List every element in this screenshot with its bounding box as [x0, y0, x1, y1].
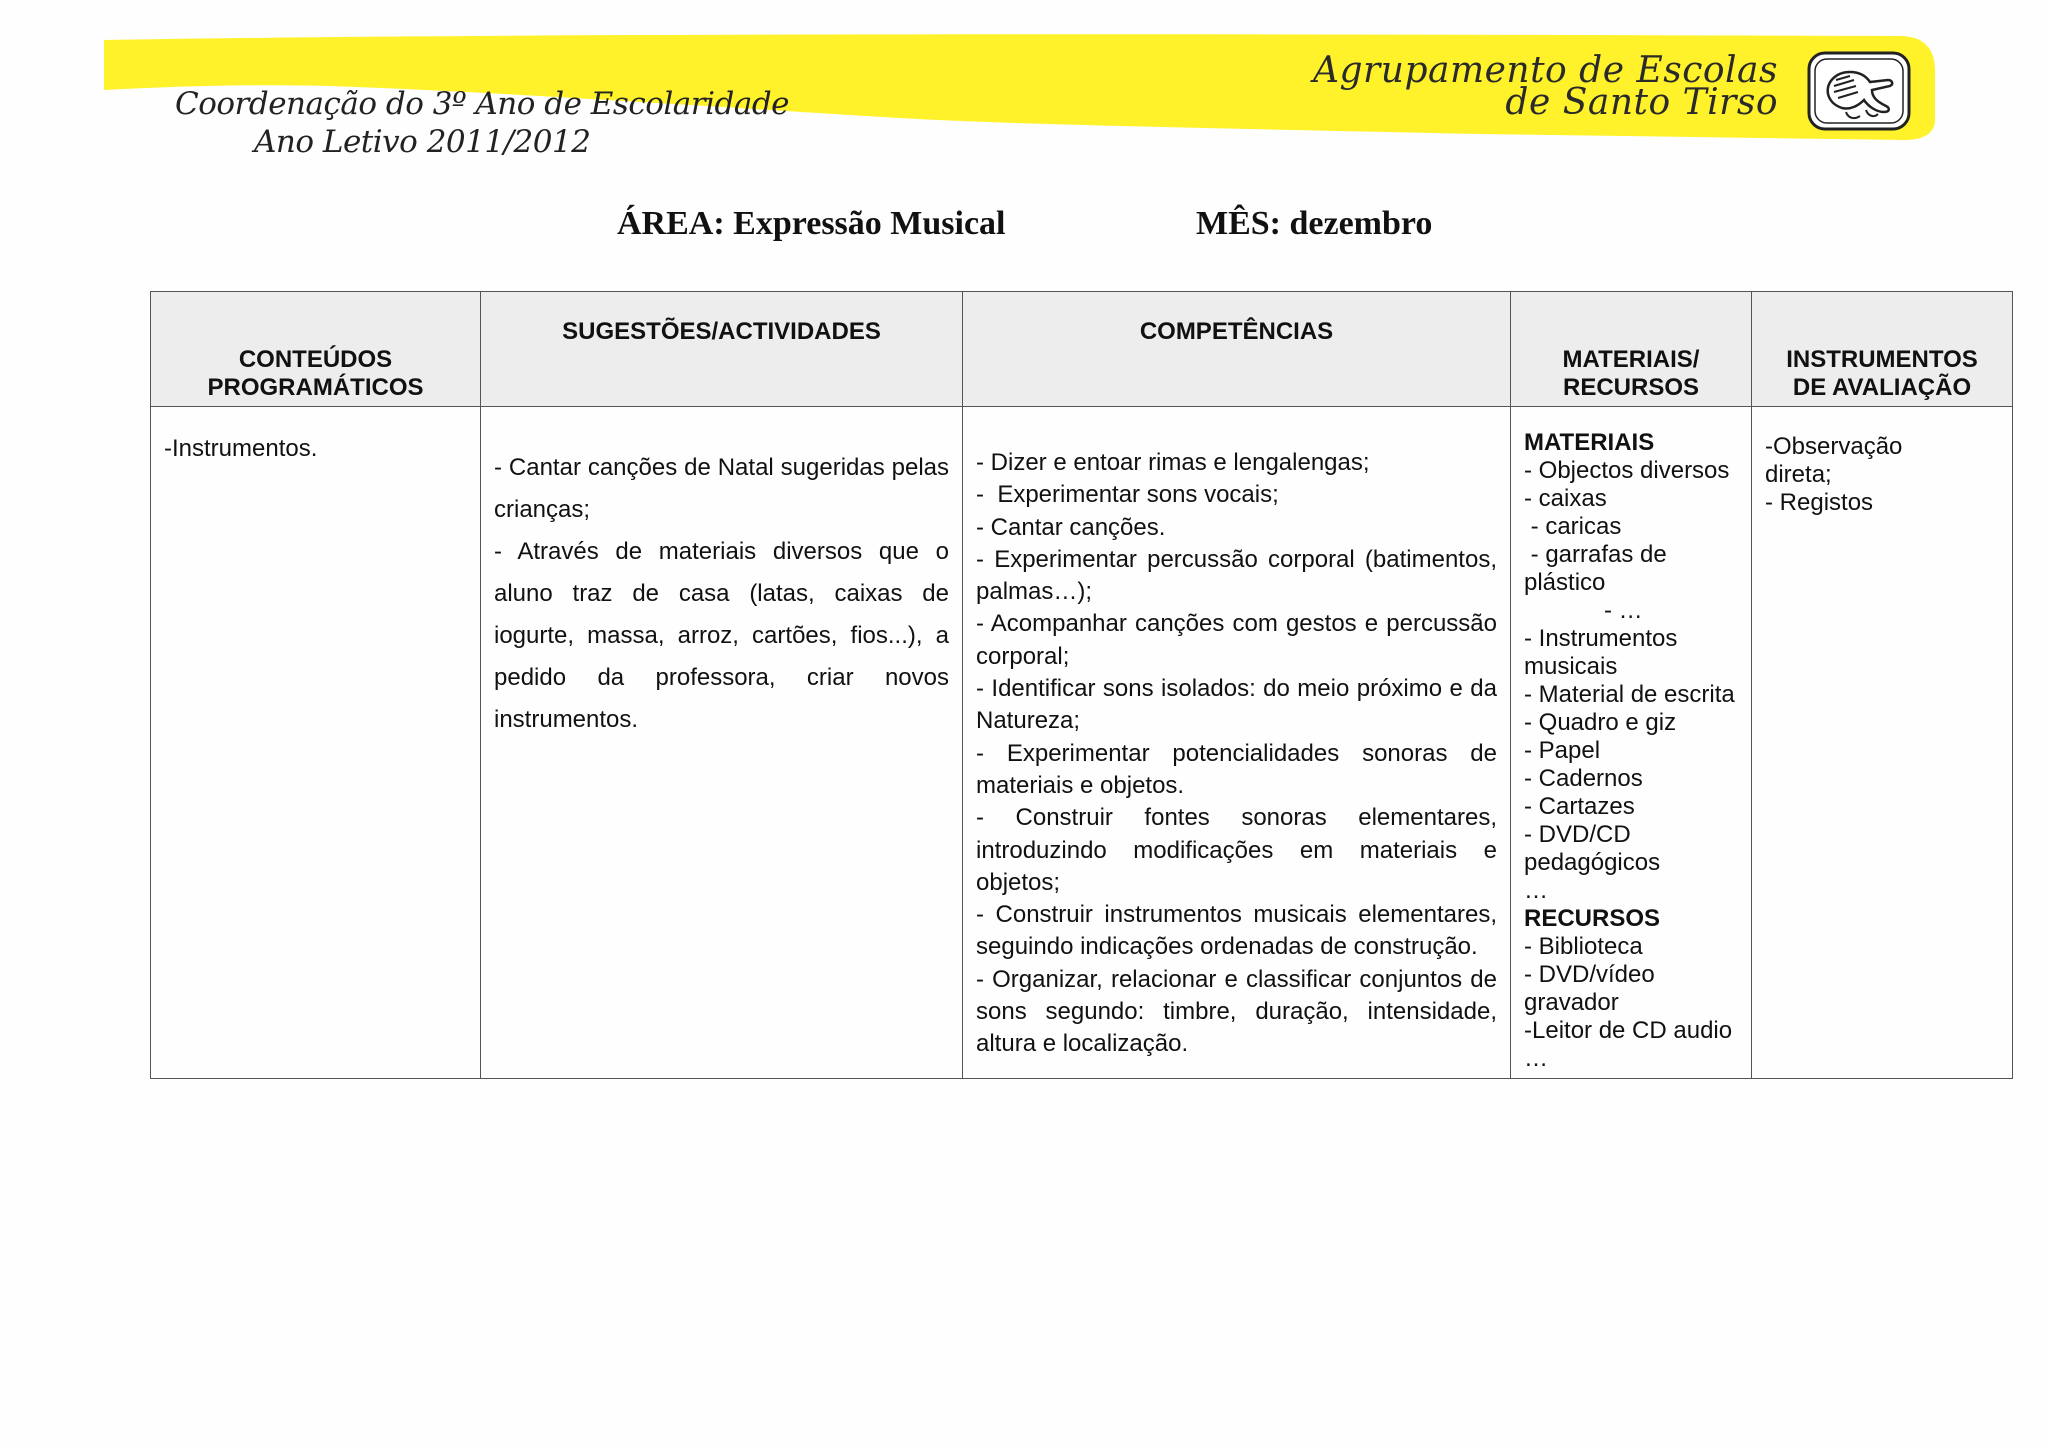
list-item: -Observação: [1765, 433, 1903, 460]
list-item: - Experimentar potencialidades sonoras de materiais e objetos.: [976, 739, 1497, 799]
list-item: - Dizer e entoar rimas e lengalengas;: [976, 449, 1370, 476]
list-item: -Instrumentos.: [164, 435, 318, 462]
header-line: MATERIAIS/: [1562, 346, 1700, 373]
header-assessment: [1752, 292, 2013, 407]
table-row: [151, 407, 2013, 1079]
suggestions-cell: [481, 407, 963, 1079]
list-item: - Cantar canções de Natal sugeridas pelas crianças;: [494, 454, 949, 523]
list-item: - caixas: [1524, 485, 1607, 512]
list-item: - DVD/CD: [1524, 821, 1631, 848]
lion-emblem-icon: [1806, 50, 1912, 132]
list-item: - Experimentar sons vocais;: [976, 481, 1279, 509]
materials-heading: MATERIAIS: [1524, 429, 1655, 456]
header-materials: [1511, 292, 1752, 407]
list-item: - Objectos diversos: [1524, 457, 1730, 484]
assessment-cell: [1752, 407, 2013, 1079]
lesson-plan-table: [150, 291, 2013, 1079]
competencies-cell: [963, 407, 1511, 1079]
header-line: CONTEÚDOS: [238, 346, 393, 373]
list-item: - Experimentar percussão corporal (batimentos, palmas…);: [976, 545, 1497, 606]
list-item: - Construir instrumentos musicais elementares, seguindo indicações ordenadas de construção.: [976, 901, 1497, 961]
month-title: MÊS: dezembro: [1196, 205, 1433, 242]
list-item: - Construir fontes sonoras elementares, introduzindo modificações em materiais e objetos;: [976, 804, 1497, 896]
list-item: - garrafas de: [1524, 541, 1667, 568]
header-suggestions: [481, 292, 963, 407]
list-item: - caricas: [1524, 513, 1622, 540]
header-line: PROGRAMÁTICOS: [207, 374, 424, 401]
list-item: - Cantar canções.: [976, 513, 1166, 541]
school-name-line1: Agrupamento de Escolas: [1313, 50, 1778, 91]
list-item: - Acompanhar canções com gestos e percussão corporal;: [976, 610, 1497, 670]
list-item: - Identificar sons isolados: do meio próximo e da Natureza;: [976, 675, 1497, 735]
area-title: ÁREA: Expressão Musical: [617, 205, 1006, 242]
list-item: -Leitor de CD audio: [1524, 1017, 1733, 1044]
header-line: COMPETÊNCIAS: [1139, 318, 1334, 345]
header-contents: [151, 292, 481, 407]
school-year: Ano Letivo 2011/2012: [254, 124, 591, 160]
list-item: - Quadro e giz: [1524, 709, 1677, 736]
list-item: - Registos: [1765, 489, 1874, 516]
header-line: INSTRUMENTOS: [1786, 346, 1978, 373]
header-competencies: [963, 292, 1511, 407]
resources-heading: RECURSOS: [1524, 905, 1661, 932]
list-item: gravador: [1524, 989, 1619, 1016]
list-item: - Material de escrita: [1524, 681, 1735, 708]
list-item: - Organizar, relacionar e classificar conjuntos de sons segundo: timbre, duração, intensidade, altura e localização.: [976, 965, 1497, 1058]
list-item: direta;: [1765, 461, 1832, 488]
list-item: - Através de materiais diversos que o aluno traz de casa (latas, caixas de iogurte, massa, arroz, cartões, fios...), a pedido da professora, criar novos instrumentos.: [494, 538, 949, 733]
list-item: …: [1524, 877, 1548, 904]
list-item: musicais: [1524, 653, 1618, 680]
list-item: - Cadernos: [1524, 765, 1643, 792]
header-line: DE AVALIAÇÃO: [1792, 374, 1972, 401]
list-item: …: [1524, 1045, 1548, 1072]
list-item: pedagógicos: [1524, 849, 1661, 876]
materials-cell: [1511, 407, 1752, 1079]
list-item: - Biblioteca: [1524, 933, 1643, 960]
list-item: plástico: [1524, 569, 1606, 596]
school-name-line2: de Santo Tirso: [1505, 82, 1778, 123]
list-item: - Papel: [1524, 737, 1601, 764]
header-line: SUGESTÕES/ACTIVIDADES: [562, 318, 881, 345]
table-header-row: [151, 292, 2013, 407]
list-item: - DVD/vídeo: [1524, 961, 1655, 988]
list-item: - Cartazes: [1524, 793, 1635, 820]
coordination-title: Coordenação do 3º Ano de Escolaridade: [175, 86, 790, 122]
list-item: - Instrumentos: [1524, 625, 1678, 652]
list-item: - …: [1524, 597, 1643, 624]
header-line: RECURSOS: [1562, 374, 1700, 401]
contents-cell: [151, 407, 481, 1079]
